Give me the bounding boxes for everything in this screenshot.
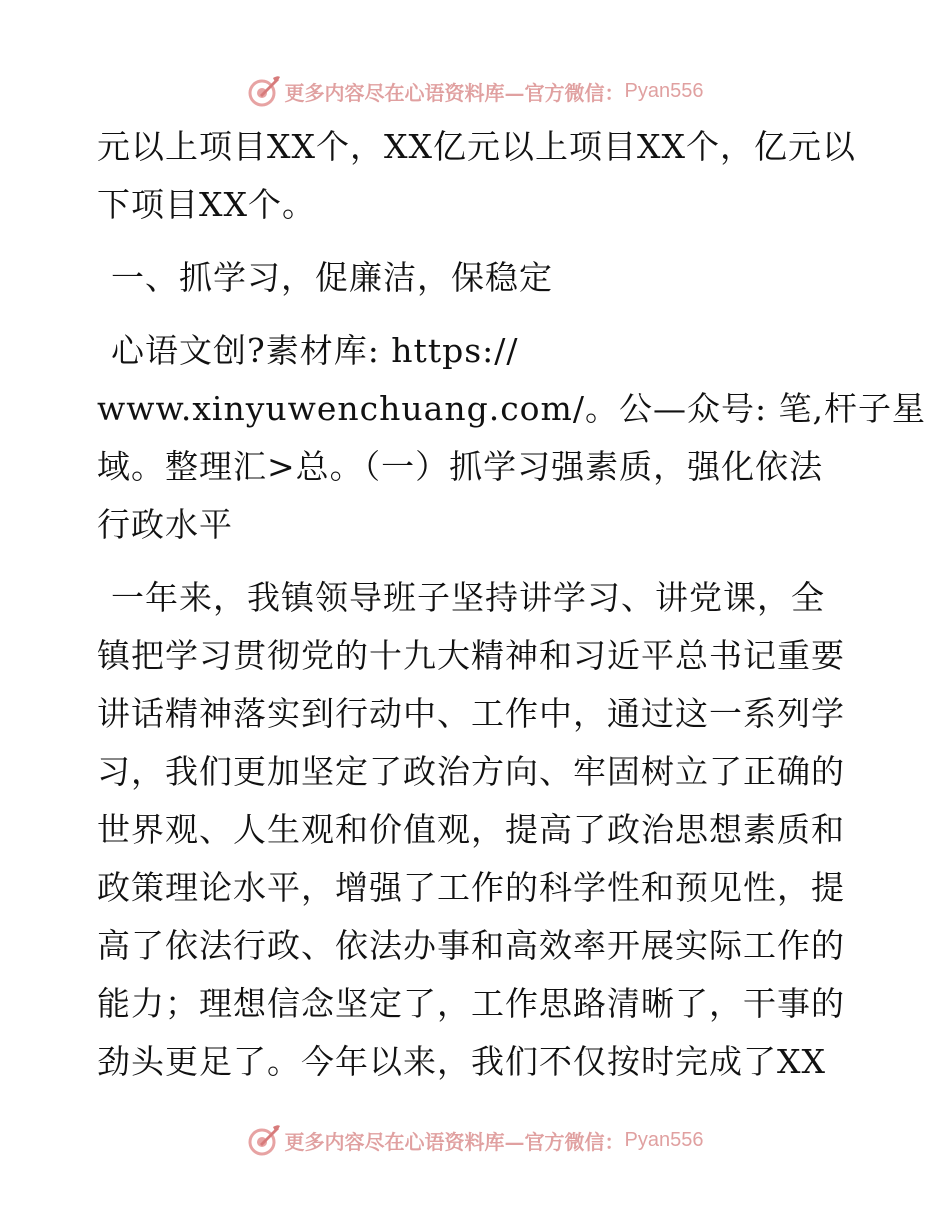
paragraph: [97, 118, 857, 234]
text-line: 一年来，我镇领导班子坚持讲学习、讲党课，全: [111, 578, 825, 617]
text-line: 一、抓学习，促廉洁，保稳定: [111, 258, 553, 297]
text-line: 政策理论水平，增强了工作的科学性和预见性，提: [97, 868, 845, 907]
text-line: 习，我们更加坚定了政治方向、牢固树立了正确的: [97, 752, 845, 791]
text-line: www.xinyuwenchuang.com/。公—众号: 笔,杆子星: [97, 389, 927, 428]
quill-pen-logo-icon: [247, 74, 281, 108]
text-line: 域。整理汇>总。（一）抓学习强素质，强化依法: [97, 447, 824, 486]
quill-pen-logo-icon: [247, 1123, 281, 1157]
section-heading: [97, 249, 857, 307]
footer-watermark: [0, 1120, 950, 1160]
paragraph: [97, 569, 857, 1091]
text-line: 下项目XX个。: [97, 185, 316, 224]
text-line: 能力；理想信念坚定了，工作思路清晰了，干事的: [97, 984, 845, 1023]
text-line: 镇把学习贯彻党的十九大精神和习近平总书记重要: [97, 636, 845, 675]
watermark-account: Pyan556: [624, 1128, 704, 1151]
paragraph: [97, 322, 857, 380]
paragraph: [97, 380, 927, 554]
text-line: 劲头更足了。今年以来，我们不仅按时完成了XX: [97, 1042, 826, 1081]
text-line: 讲话精神落实到行动中、工作中，通过这一系列学: [97, 694, 845, 733]
header-watermark: [0, 71, 950, 111]
text-line: 心语文创?素材库: https://: [111, 331, 519, 370]
text-line: 世界观、人生观和价值观，提高了政治思想素质和: [97, 810, 845, 849]
watermark-text: 更多内容尽在心语资料库—官方微信：: [284, 80, 625, 105]
text-line: 元以上项目XX个，XX亿元以上项目XX个，亿元以: [97, 127, 856, 166]
watermark-account: Pyan556: [624, 79, 704, 102]
watermark-text: 更多内容尽在心语资料库—官方微信：: [284, 1129, 625, 1154]
document-body: [97, 118, 927, 1091]
text-line: 高了依法行政、依法办事和高效率开展实际工作的: [97, 926, 845, 965]
text-line: 行政水平: [97, 505, 233, 544]
